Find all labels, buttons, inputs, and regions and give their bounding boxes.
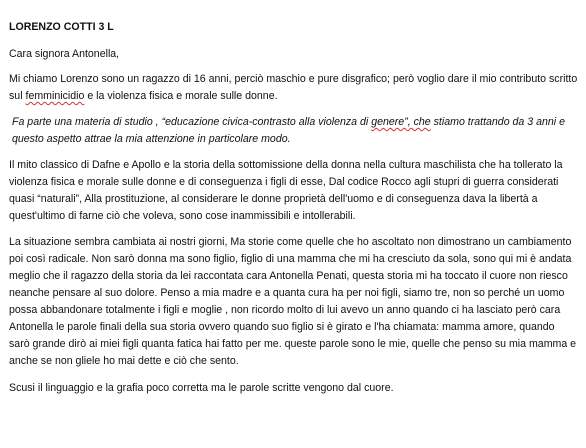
paragraph-text: Fa parte una materia di studio , “educazione civica-contrasto alla violenza di [12, 116, 372, 128]
paragraph-text: stiamo trattando da 3 anni e questo aspetto attrae la mia attenzione in particolare modo. [12, 116, 565, 145]
spellcheck-flagged-word: genere”, che [371, 116, 431, 128]
document-title: LORENZO COTTI 3 L [9, 21, 114, 33]
paragraph-personal-story: La situazione sembra cambiata ai nostri giorni, Ma storie come quelle che ho ascoltato non dimostrano un cambiamento poi così radicale. Non sarò donna ma sono figlio, figlio di una mamma che mi ha cresciuto da sola, sono qui mi è andata meglio che il ragazzo della storia da lei raccontata cara Antonella Penati, questa storia mi ha toccato il cuore non riesco neanche pensare al suo dolore. Penso a mia madre e a quanta cura ha per noi figli, siamo tre, non so perché un uomo possa abbandonare totalmente i figli e moglie , non ricordo molto di lui avevo un anno quando ci ha lasciato però cara Antonella le parole finali della sua storia ovvero quando suo figlio si è girato e l'ha chiamata: mamma amore, quando sarò grande dirò ai miei figli quanta fatica hai fatto per me. queste parole sono le mie, quelle che penso su mia mamma e anche se non gliele ho mai dette e ciò che sento. [9, 236, 577, 367]
salutation: Cara signora Antonella, [9, 48, 120, 60]
paragraph-history: Il mito classico di Dafne e Apollo e la storia della sottomissione della donna nella cultura maschilista che ha tollerato la violenza fisica e morale sulle donne e di conseguenza i figli di esse, Dal codice Rocco agli stupri di guerra considerati quasi “naturali”, Alla prostituzione, al considerare le donne proprietà dell'uomo e di conseguenza dava la libertà a quest'ultimo di farne ciò che voleva, sono cose inammissibili e intollerabili. [9, 159, 563, 222]
paragraph-closing: Scusi il linguaggio e la grafia poco corretta ma le parole scritte vengono dal cuore. [9, 382, 394, 394]
paragraph-subject [9, 114, 578, 148]
paragraph-text: e la violenza fisica e morale sulle donne. [84, 90, 278, 102]
spellcheck-flagged-word: femminicidio [25, 90, 85, 102]
paragraph-introduction [9, 71, 578, 105]
paragraph-text: Mi chiamo Lorenzo sono un ragazzo di 16 anni, perciò maschio e pure disgrafico; però voglio dare il mio contributo scritto sul [9, 73, 578, 102]
